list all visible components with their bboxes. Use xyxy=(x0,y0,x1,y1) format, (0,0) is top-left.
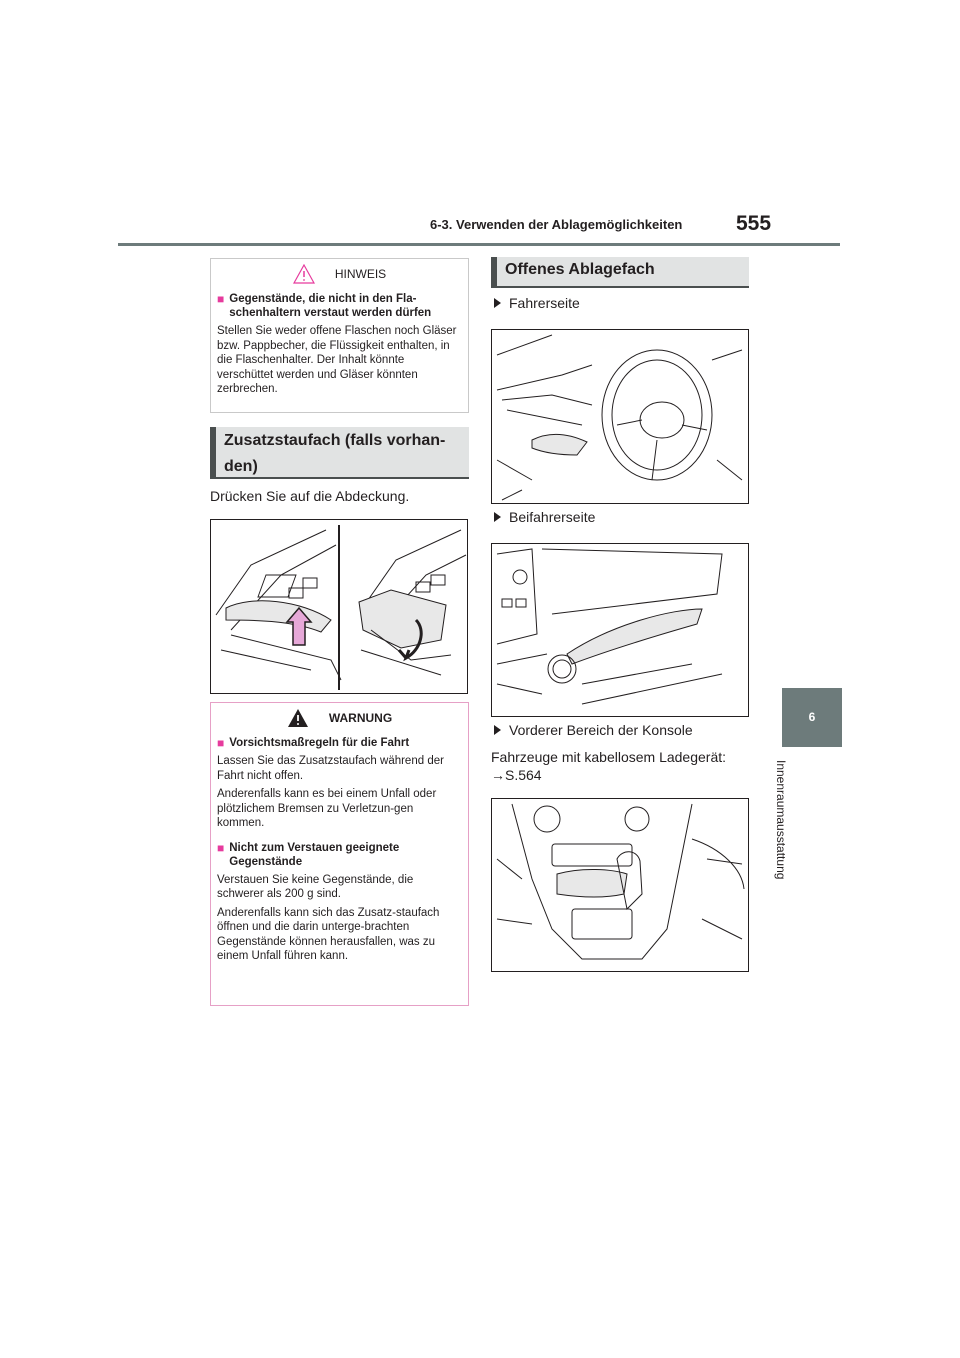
bullet-konsole-label: Vorderer Bereich der Konsole xyxy=(509,722,693,738)
driver-side-illustration xyxy=(492,330,748,503)
warnung-item2-p1: Verstauen Sie keine Gegenstände, die schwerer als 200 g sind. xyxy=(217,873,414,900)
charger-note: Fahrzeuge mit kabellosem Ladegerät: xyxy=(491,749,727,765)
warnung-header xyxy=(217,703,462,733)
warnung-item1-p2: Anderenfalls kann es bei einem Unfall oder plötzlichem Bremsen zu Verletzun-gen kommen. xyxy=(217,788,437,829)
triangle-bullet-icon xyxy=(494,298,501,308)
hinweis-box xyxy=(210,258,469,413)
figure-auxiliary-compartment xyxy=(210,519,468,694)
bullet-konsole xyxy=(494,722,693,738)
square-bullet-icon: ■ xyxy=(217,736,225,750)
triangle-bullet-icon xyxy=(494,725,501,735)
passenger-side-illustration xyxy=(492,544,748,716)
square-bullet-icon: ■ xyxy=(217,840,225,855)
section-heading-line1: Zusatzstaufach (falls vorhan- xyxy=(224,432,446,449)
figure-driver-side xyxy=(491,329,749,504)
instruction-text: Drücken Sie auf die Abdeckung. xyxy=(210,488,410,504)
console-front-illustration xyxy=(492,799,748,971)
bullet-fahrerseite xyxy=(494,295,580,311)
warnung-box xyxy=(210,702,469,1006)
chapter-tab[interactable] xyxy=(782,688,842,747)
bullet-beifahrerseite xyxy=(494,509,595,525)
caution-triangle-icon xyxy=(293,264,315,284)
warning-triangle-icon xyxy=(287,708,309,728)
section-heading-line2: den) xyxy=(224,458,258,475)
warnung-item2-p2: Anderenfalls kann sich das Zusatz-staufach öffnen und die darin unterge-brachten Gegenstände können herausfallen, was zu einem Unfall führen kann. xyxy=(217,906,440,962)
warnung-item-1 xyxy=(217,736,462,750)
triangle-bullet-icon xyxy=(494,512,501,522)
hinweis-item xyxy=(217,292,462,320)
section-heading-zusatzstaufach xyxy=(210,427,469,479)
chapter-number: 6 xyxy=(808,710,816,724)
hinweis-title: HINWEIS xyxy=(334,267,387,281)
page-number: 555 xyxy=(736,212,772,235)
charger-page-reference[interactable]: →S.564 xyxy=(491,767,542,783)
hinweis-header xyxy=(217,259,462,289)
hinweis-text: Stellen Sie weder offene Flaschen noch Gläser bzw. Pappbecher, die Flüssigkeit enthalten, in die Flaschenhalter. Der Inhalt könnte verschüttet werden und Gläser könnten zerbrechen. xyxy=(217,325,457,395)
warnung-title: WARNUNG xyxy=(328,711,393,725)
bullet-beifahrerseite-label: Beifahrerseite xyxy=(509,509,596,525)
warnung-item1-heading: Vorsichtsmaßregeln für die Fahrt xyxy=(229,737,410,749)
header-section-title: 6-3. Verwenden der Ablagemöglichkeiten xyxy=(430,217,683,232)
section-heading-offenes-ablagefach: Offenes Ablagefach xyxy=(491,257,749,288)
header-rule xyxy=(118,243,840,246)
figure-passenger-side xyxy=(491,543,749,717)
hinweis-item-heading: Gegenstände, die nicht in den Fla-schenhaltern verstaut werden dürfen xyxy=(229,293,432,319)
warnung-item1-p1: Lassen Sie das Zusatzstaufach während der Fahrt nicht offen. xyxy=(217,755,444,782)
square-bullet-icon: ■ xyxy=(217,292,225,306)
warnung-item-2 xyxy=(217,841,462,869)
chapter-title: Innenraumausstattung xyxy=(774,760,788,880)
figure-console-front xyxy=(491,798,749,972)
bullet-fahrerseite-label: Fahrerseite xyxy=(509,295,580,311)
compartment-illustration xyxy=(211,520,467,693)
warnung-item2-heading: Nicht zum Verstauen geeignete Gegenstände xyxy=(229,841,400,868)
